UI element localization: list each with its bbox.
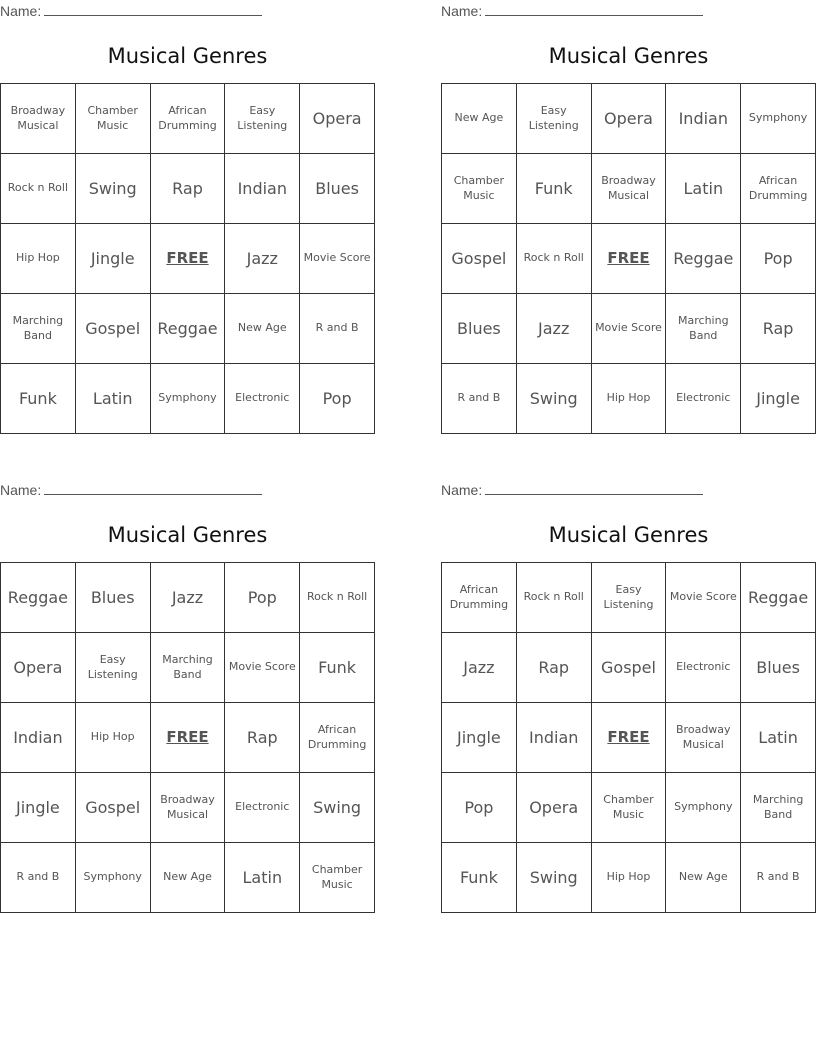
name-line xyxy=(441,481,703,499)
bingo-cell xyxy=(300,703,375,773)
bingo-cell xyxy=(225,633,300,703)
cell-label: R and B xyxy=(315,321,359,335)
cell-label: Latin xyxy=(758,727,798,747)
cell-label: Rock n Roll xyxy=(7,181,69,195)
bingo-cell xyxy=(300,84,375,154)
cell-label: Gospel xyxy=(451,248,507,268)
cell-label: Rap xyxy=(172,178,203,198)
cell-label: Pop xyxy=(464,797,494,817)
bingo-cell xyxy=(517,294,592,364)
cell-label: FREE xyxy=(607,249,650,268)
cell-label: African Drumming xyxy=(158,103,217,132)
cell-label: Swing xyxy=(529,867,578,887)
cell-label: Jazz xyxy=(171,587,204,607)
cell-label: Movie Score xyxy=(669,590,737,604)
bingo-cell xyxy=(151,364,226,434)
cell-label: R and B xyxy=(16,870,60,884)
cell-label: Indian xyxy=(237,178,287,198)
free-space xyxy=(592,224,667,294)
bingo-cell xyxy=(592,294,667,364)
bingo-cell xyxy=(300,563,375,633)
cell-label: Funk xyxy=(534,178,573,198)
bingo-cell xyxy=(517,633,592,703)
cell-label: Symphony xyxy=(83,870,142,884)
bingo-cell xyxy=(151,563,226,633)
cell-label: Latin xyxy=(92,388,133,408)
bingo-cell xyxy=(442,843,517,913)
bingo-cell xyxy=(741,84,816,154)
cell-label: Blues xyxy=(90,587,135,607)
cell-label: Jazz xyxy=(246,248,278,268)
bingo-grid xyxy=(0,562,375,913)
name-blank xyxy=(485,2,703,16)
card-title: Musical Genres xyxy=(548,523,709,547)
cell-label: Easy Listening xyxy=(237,103,288,132)
cell-label: New Age xyxy=(237,321,287,335)
cell-label: Chamber Music xyxy=(453,173,505,202)
bingo-cell xyxy=(741,843,816,913)
bingo-cell xyxy=(442,224,517,294)
cell-label: Latin xyxy=(683,178,724,198)
cell-label: Electronic xyxy=(676,391,731,405)
bingo-cell xyxy=(442,633,517,703)
bingo-cell xyxy=(1,294,76,364)
cell-label: Marching Band xyxy=(162,652,213,681)
cell-label: R and B xyxy=(457,391,501,405)
bingo-cell xyxy=(76,773,151,843)
bingo-cell xyxy=(151,773,226,843)
bingo-cell xyxy=(592,364,667,434)
bingo-cell xyxy=(1,773,76,843)
bingo-cell xyxy=(666,294,741,364)
bingo-cell xyxy=(592,773,667,843)
cell-label: Pop xyxy=(322,388,352,408)
bingo-cell xyxy=(592,154,667,224)
bingo-cell xyxy=(76,843,151,913)
bingo-cell xyxy=(442,364,517,434)
cell-label: African Drumming xyxy=(307,722,367,751)
bingo-cell xyxy=(666,224,741,294)
name-blank xyxy=(44,2,262,16)
cell-label: Latin xyxy=(242,867,283,887)
cell-label: Jingle xyxy=(16,797,60,817)
bingo-cell xyxy=(300,773,375,843)
card-title: Musical Genres xyxy=(107,44,268,68)
name-label: Name: xyxy=(441,482,483,498)
cell-label: Movie Score xyxy=(303,251,371,265)
free-space xyxy=(151,703,226,773)
cell-label: Jazz xyxy=(538,318,570,338)
bingo-cell xyxy=(517,843,592,913)
bingo-cell xyxy=(76,703,151,773)
bingo-cell xyxy=(76,563,151,633)
cell-label: Movie Score xyxy=(228,660,296,674)
card-title: Musical Genres xyxy=(107,523,268,547)
bingo-cell xyxy=(741,364,816,434)
name-label: Name: xyxy=(0,482,42,498)
cell-label: Hip Hop xyxy=(606,391,651,405)
cell-label: Blues xyxy=(457,318,501,338)
name-line xyxy=(441,2,703,20)
bingo-cell xyxy=(442,84,517,154)
cell-label: Broadway Musical xyxy=(601,173,656,202)
cell-label: Marching Band xyxy=(678,313,729,342)
cell-label: Opera xyxy=(529,797,579,817)
bingo-cell xyxy=(517,563,592,633)
cell-label: Easy Listening xyxy=(603,582,654,611)
bingo-cell xyxy=(666,563,741,633)
cell-label: New Age xyxy=(454,111,504,125)
cell-label: Opera xyxy=(312,108,362,128)
cell-label: Jingle xyxy=(457,727,501,747)
bingo-cell xyxy=(225,773,300,843)
bingo-cell xyxy=(225,224,300,294)
bingo-cell xyxy=(741,703,816,773)
bingo-cell xyxy=(666,703,741,773)
cell-label: Funk xyxy=(318,657,357,677)
bingo-cell xyxy=(517,703,592,773)
cell-label: Funk xyxy=(459,867,498,887)
cell-label: Blues xyxy=(315,178,359,198)
bingo-cell xyxy=(225,843,300,913)
bingo-cell xyxy=(741,563,816,633)
bingo-cell xyxy=(666,364,741,434)
cell-label: Rock n Roll xyxy=(523,590,584,604)
cell-label: Rock n Roll xyxy=(306,590,368,604)
cell-label: Opera xyxy=(13,657,63,677)
bingo-cell xyxy=(1,563,76,633)
bingo-cell xyxy=(76,294,151,364)
bingo-cell xyxy=(1,154,76,224)
cell-label: Pop xyxy=(247,587,277,607)
bingo-cell xyxy=(666,773,741,843)
bingo-cell xyxy=(1,703,76,773)
cell-label: African Drumming xyxy=(748,173,808,202)
name-blank xyxy=(44,481,262,495)
cell-label: FREE xyxy=(607,728,650,747)
cell-label: Hip Hop xyxy=(606,870,651,884)
cell-label: African Drumming xyxy=(449,582,509,611)
cell-label: Indian xyxy=(678,108,728,128)
bingo-cell xyxy=(741,773,816,843)
bingo-cell xyxy=(741,633,816,703)
cell-label: Chamber Music xyxy=(603,792,654,821)
cell-label: Electronic xyxy=(235,800,290,814)
cell-label: Reggae xyxy=(157,318,218,338)
bingo-cell xyxy=(442,773,517,843)
cell-label: Opera xyxy=(604,108,653,128)
name-blank xyxy=(485,481,703,495)
bingo-cell xyxy=(517,773,592,843)
cell-label: Rap xyxy=(246,727,278,747)
cell-label: Movie Score xyxy=(595,321,662,335)
bingo-cell xyxy=(300,633,375,703)
bingo-cell xyxy=(151,633,226,703)
bingo-cell xyxy=(151,154,226,224)
cell-label: Indian xyxy=(528,727,579,747)
bingo-cell xyxy=(741,224,816,294)
bingo-cell xyxy=(151,843,226,913)
cell-label: Pop xyxy=(763,248,793,268)
cell-label: Jazz xyxy=(463,657,495,677)
bingo-cell xyxy=(300,224,375,294)
cell-label: Jingle xyxy=(756,388,800,408)
cell-label: Reggae xyxy=(747,587,809,607)
cell-label: Indian xyxy=(13,727,63,747)
bingo-cell xyxy=(442,294,517,364)
bingo-cell xyxy=(1,843,76,913)
bingo-cell xyxy=(666,633,741,703)
bingo-cell xyxy=(151,84,226,154)
bingo-cell xyxy=(76,224,151,294)
bingo-cell xyxy=(1,224,76,294)
cell-label: FREE xyxy=(166,249,209,268)
bingo-card-4 xyxy=(441,479,816,913)
bingo-grid xyxy=(441,562,816,913)
cell-label: Symphony xyxy=(158,391,217,405)
cell-label: Broadway Musical xyxy=(676,722,731,751)
bingo-cell xyxy=(442,703,517,773)
bingo-cell xyxy=(300,154,375,224)
cell-label: New Age xyxy=(678,870,728,884)
bingo-cell xyxy=(225,563,300,633)
name-line xyxy=(0,2,262,20)
bingo-cell xyxy=(592,84,667,154)
cell-label: Marching Band xyxy=(752,792,804,821)
bingo-cell xyxy=(225,154,300,224)
bingo-cell xyxy=(300,294,375,364)
free-space xyxy=(592,703,667,773)
bingo-cell xyxy=(592,633,667,703)
bingo-cell xyxy=(592,843,667,913)
bingo-cell xyxy=(76,364,151,434)
cell-label: Broadway Musical xyxy=(160,792,215,821)
name-label: Name: xyxy=(441,3,483,19)
bingo-cell xyxy=(592,563,667,633)
cell-label: Jingle xyxy=(90,248,135,268)
cell-label: Swing xyxy=(88,178,137,198)
bingo-card-3 xyxy=(0,479,375,913)
bingo-cell xyxy=(666,843,741,913)
cell-label: Marching Band xyxy=(12,313,64,342)
bingo-cell xyxy=(300,364,375,434)
bingo-cell xyxy=(225,294,300,364)
cell-label: Rock n Roll xyxy=(523,251,584,265)
bingo-card-1 xyxy=(0,0,375,434)
cell-label: Gospel xyxy=(601,657,656,677)
bingo-card-2 xyxy=(441,0,816,434)
bingo-cell xyxy=(442,154,517,224)
cell-label: Rap xyxy=(762,318,794,338)
name-line xyxy=(0,481,262,499)
bingo-grid xyxy=(441,83,816,434)
cell-label: Swing xyxy=(313,797,362,817)
bingo-cell xyxy=(300,843,375,913)
bingo-cell xyxy=(1,633,76,703)
bingo-grid xyxy=(0,83,375,434)
cell-label: Chamber Music xyxy=(87,103,138,132)
cell-label: Symphony xyxy=(674,800,733,814)
bingo-cell xyxy=(741,294,816,364)
free-space xyxy=(151,224,226,294)
bingo-cell xyxy=(151,294,226,364)
bingo-cell xyxy=(666,154,741,224)
bingo-cell xyxy=(517,84,592,154)
cell-label: Chamber Music xyxy=(311,862,363,891)
cell-label: Electronic xyxy=(235,391,290,405)
bingo-cell xyxy=(517,154,592,224)
cell-label: Blues xyxy=(756,657,800,677)
cell-label: Gospel xyxy=(85,318,141,338)
bingo-cell xyxy=(517,224,592,294)
cell-label: Swing xyxy=(529,388,578,408)
cell-label: Rap xyxy=(538,657,570,677)
cell-label: Reggae xyxy=(7,587,68,607)
name-label: Name: xyxy=(0,3,42,19)
bingo-cell xyxy=(1,84,76,154)
cell-label: Funk xyxy=(18,388,57,408)
cell-label: Gospel xyxy=(85,797,141,817)
cell-label: FREE xyxy=(166,728,209,747)
cell-label: Easy Listening xyxy=(87,652,138,681)
bingo-cell xyxy=(76,633,151,703)
card-title: Musical Genres xyxy=(548,44,709,68)
cell-label: New Age xyxy=(163,870,212,884)
bingo-cell xyxy=(666,84,741,154)
cell-label: Easy Listening xyxy=(528,103,579,132)
bingo-cell xyxy=(225,364,300,434)
cell-label: Symphony xyxy=(748,111,808,125)
bingo-cell xyxy=(517,364,592,434)
cell-label: Broadway Musical xyxy=(10,103,66,132)
cell-label: Electronic xyxy=(676,660,731,674)
bingo-cell xyxy=(76,84,151,154)
bingo-cell xyxy=(442,563,517,633)
bingo-cell xyxy=(225,84,300,154)
bingo-cell xyxy=(1,364,76,434)
bingo-cell xyxy=(76,154,151,224)
cell-label: Hip Hop xyxy=(90,730,135,744)
cell-label: Reggae xyxy=(673,248,734,268)
bingo-cell xyxy=(225,703,300,773)
bingo-cell xyxy=(741,154,816,224)
cell-label: R and B xyxy=(756,870,800,884)
cell-label: Hip Hop xyxy=(16,251,60,265)
